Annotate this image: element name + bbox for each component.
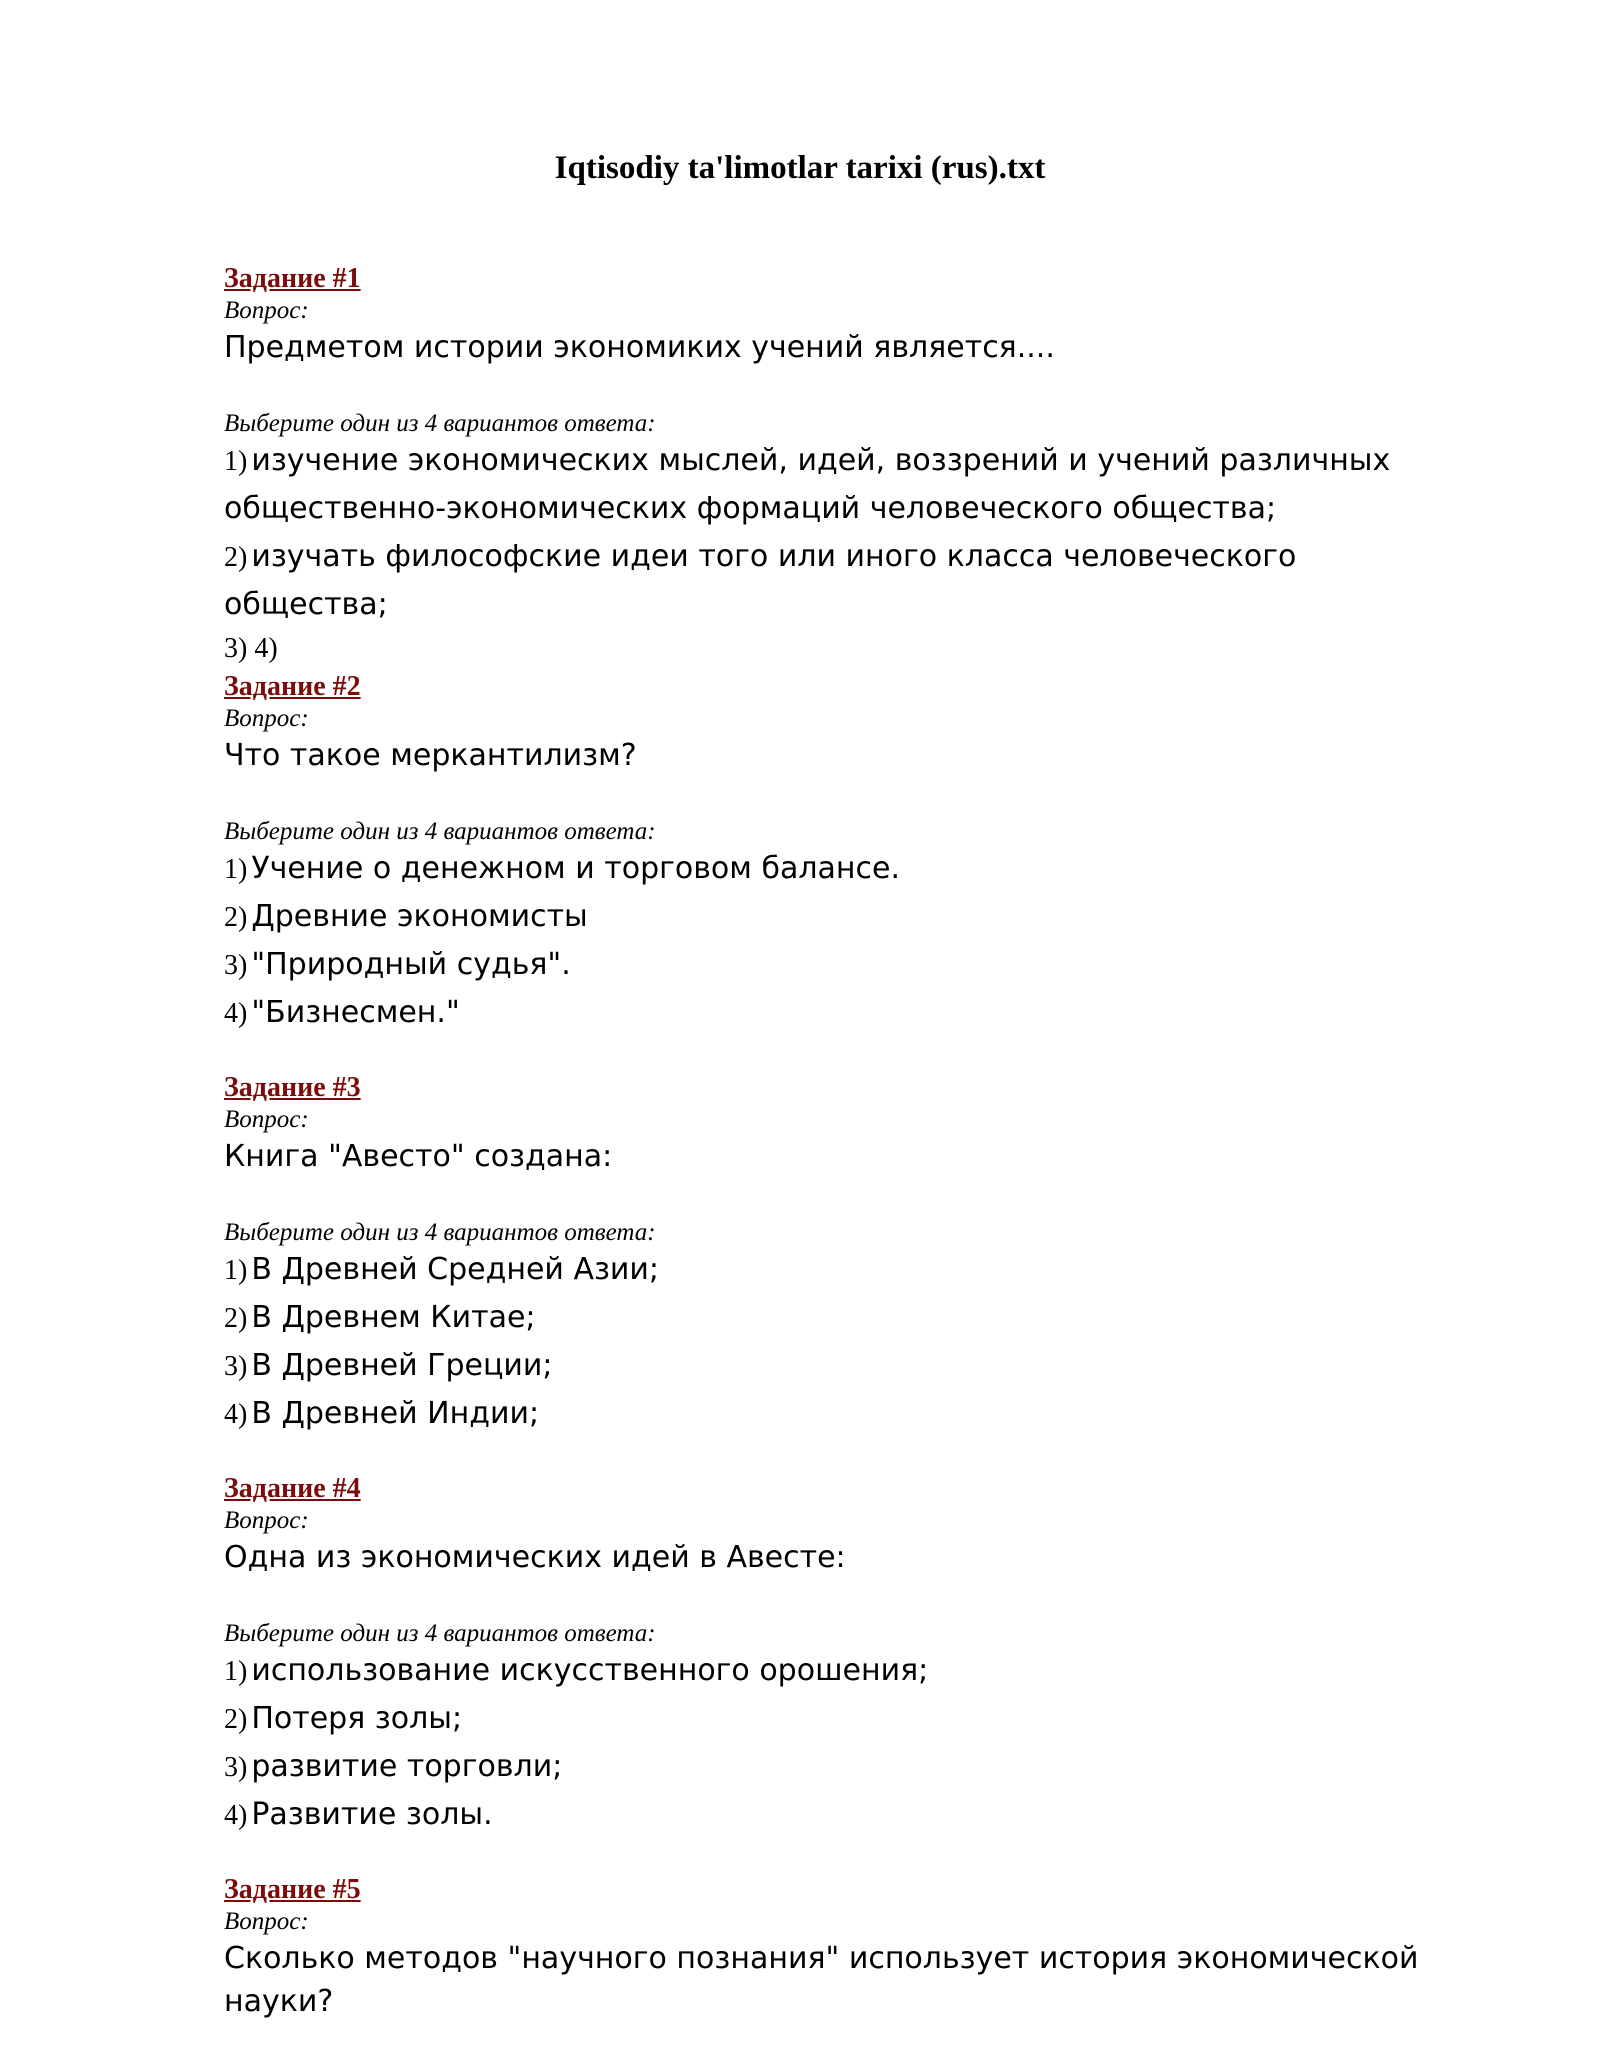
- question-label: Вопрос:: [224, 1106, 309, 1133]
- option-text: В Древней Греции;: [251, 1348, 553, 1383]
- choose-label: Выберите один из 4 вариантов ответа:: [224, 1620, 656, 1647]
- document-title: Iqtisodiy ta'limotlar tarixi (rus).txt: [554, 150, 1046, 186]
- answer-option: [224, 1248, 1454, 1296]
- answer-option: [224, 847, 1454, 895]
- task-1: [224, 262, 1454, 670]
- answer-option: [224, 1745, 1454, 1793]
- option-text: "Бизнесмен.": [251, 995, 460, 1030]
- answer-option: [224, 1344, 1454, 1392]
- option-number: 2): [224, 1303, 248, 1334]
- option-text: Потеря золы;: [251, 1701, 463, 1736]
- option-number: 3): [224, 1351, 248, 1382]
- answer-option: [224, 1392, 1454, 1440]
- question-label: Вопрос:: [224, 1908, 309, 1935]
- option-text: В Древней Индии;: [251, 1396, 540, 1431]
- choose-label: Выберите один из 4 вариантов ответа:: [224, 818, 656, 845]
- task-heading[interactable]: Задание #3: [224, 1072, 361, 1103]
- option-text: В Древней Средней Азии;: [251, 1252, 660, 1287]
- option-number: 4): [224, 998, 248, 1029]
- option-number: 4): [224, 1399, 248, 1430]
- answer-option: [224, 1296, 1454, 1344]
- task-4: [224, 1472, 1454, 1873]
- answer-option: [224, 991, 1454, 1039]
- option-number: 3): [224, 950, 248, 981]
- question-label: Вопрос:: [224, 297, 309, 324]
- question-label: Вопрос:: [224, 705, 309, 732]
- answer-option: [224, 1649, 1454, 1697]
- option-text: В Древнем Китае;: [251, 1300, 536, 1335]
- choose-label: Выберите один из 4 вариантов ответа:: [224, 1219, 656, 1246]
- option-number: 1): [224, 1255, 248, 1286]
- question-text: Предметом истории экономиких учений является....: [224, 330, 1055, 365]
- document-body: [224, 262, 1454, 2023]
- option-text: использование искусственного орошения;: [251, 1653, 929, 1688]
- answer-option: [224, 631, 1454, 670]
- option-number: 2): [224, 902, 248, 933]
- question-text: Сколько методов "научного познания" использует история экономической науки?: [224, 1941, 1419, 2019]
- answer-option: [224, 439, 1454, 535]
- task-5: [224, 1873, 1454, 2023]
- answer-option: [224, 895, 1454, 943]
- option-text: изучение экономических мыслей, идей, воззрений и учений различных общественно-экономических формаций человеческого общества;: [224, 443, 1391, 526]
- option-number: 3): [224, 1752, 248, 1783]
- question-text: Книга "Авесто" создана:: [224, 1139, 613, 1174]
- task-heading[interactable]: Задание #4: [224, 1473, 361, 1504]
- task-2: [224, 670, 1454, 1071]
- answer-option: [224, 943, 1454, 991]
- task-heading[interactable]: Задание #2: [224, 671, 361, 702]
- option-number: 3) 4): [224, 633, 278, 664]
- option-number: 2): [224, 542, 248, 573]
- question-label: Вопрос:: [224, 1507, 309, 1534]
- option-text: Развитие золы.: [251, 1797, 493, 1832]
- answer-option: [224, 535, 1454, 631]
- option-number: 4): [224, 1800, 248, 1831]
- option-number: 1): [224, 446, 248, 477]
- answer-option: [224, 1793, 1454, 1841]
- answer-options: [224, 847, 1454, 1039]
- answer-options: [224, 439, 1454, 670]
- task-heading[interactable]: Задание #5: [224, 1874, 361, 1905]
- option-number: 1): [224, 1656, 248, 1687]
- option-text: "Природный судья".: [251, 947, 571, 982]
- option-number: 1): [224, 854, 248, 885]
- choose-label: Выберите один из 4 вариантов ответа:: [224, 410, 656, 437]
- option-text: изучать философские идеи того или иного класса человеческого общества;: [224, 539, 1297, 622]
- question-text: Что такое меркантилизм?: [224, 738, 637, 773]
- task-heading[interactable]: Задание #1: [224, 263, 361, 294]
- task-3: [224, 1071, 1454, 1472]
- option-text: развитие торговли;: [251, 1749, 563, 1784]
- answer-option: [224, 1697, 1454, 1745]
- option-text: Учение о денежном и торговом балансе.: [251, 851, 900, 886]
- option-number: 2): [224, 1704, 248, 1735]
- answer-options: [224, 1649, 1454, 1841]
- option-text: Древние экономисты: [251, 899, 588, 934]
- answer-options: [224, 1248, 1454, 1440]
- question-text: Одна из экономических идей в Авесте:: [224, 1540, 846, 1575]
